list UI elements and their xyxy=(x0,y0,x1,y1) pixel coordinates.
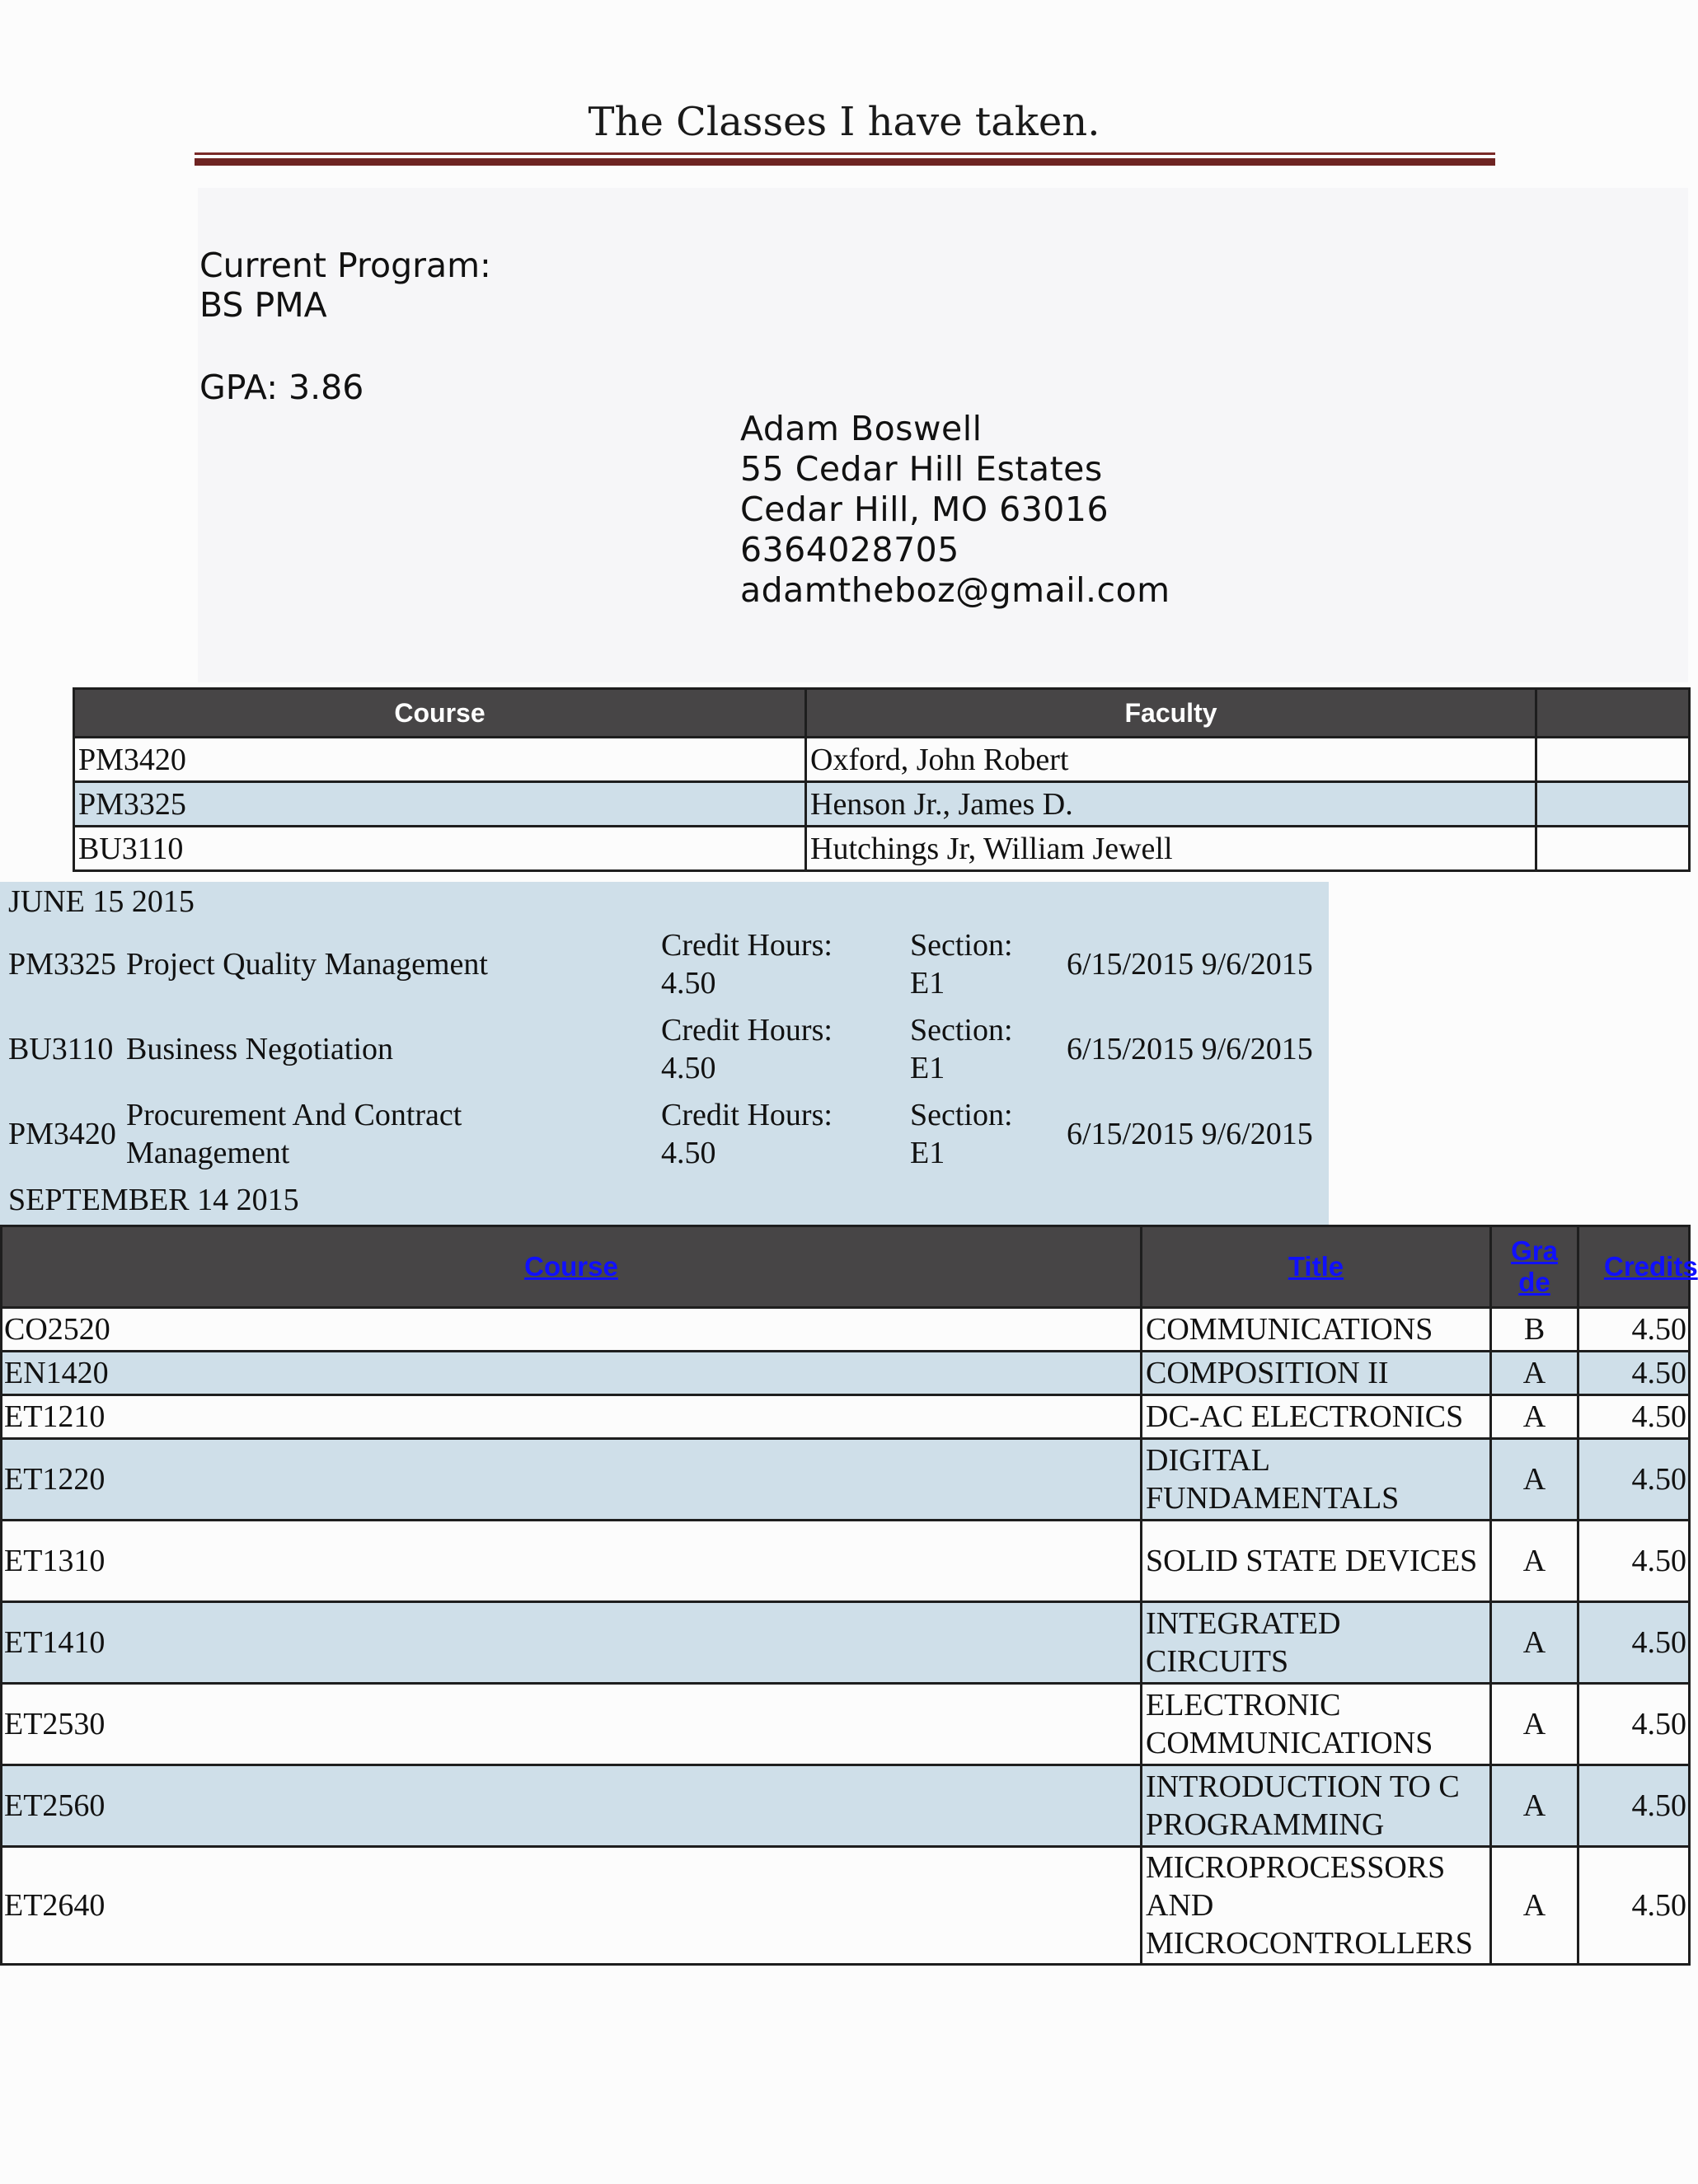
faculty-cell: Henson Jr., James D. xyxy=(806,782,1536,827)
table-row xyxy=(2,1308,1690,1352)
course-title-cell: ELECTRONIC COMMUNICATIONS xyxy=(1142,1684,1491,1765)
course-title-cell: SOLID STATE DEVICES xyxy=(1142,1521,1491,1602)
course-sort-link[interactable]: Course xyxy=(524,1251,618,1282)
schedule-row xyxy=(0,923,1329,1005)
course-title-cell: COMMUNICATIONS xyxy=(1142,1308,1491,1352)
extra-cell xyxy=(1536,782,1690,827)
schedule-dates: 6/15/2015 9/6/2015 xyxy=(1067,947,1313,982)
course-code-cell: ET2560 xyxy=(2,1765,1142,1847)
schedule-code: PM3325 xyxy=(8,947,116,982)
faculty-table xyxy=(73,687,1691,872)
table-row xyxy=(74,827,1690,871)
contact-phone: 6364028705 xyxy=(740,530,959,569)
contact-block xyxy=(740,409,1170,611)
schedule-name: Project Quality Management xyxy=(126,947,488,982)
course-cell: BU3110 xyxy=(74,827,806,871)
grade-cell: A xyxy=(1491,1352,1578,1395)
schedule-block xyxy=(0,882,1329,1225)
course-title-cell: COMPOSITION II xyxy=(1142,1352,1491,1395)
credits-sort-header[interactable] xyxy=(1578,1226,1698,1308)
credits-cell: 4.50 xyxy=(1578,1684,1690,1765)
col-extra-header xyxy=(1536,689,1690,738)
section-value: E1 xyxy=(910,1051,945,1085)
course-code-cell: ET2530 xyxy=(2,1684,1142,1765)
faculty-cell: Oxford, John Robert xyxy=(806,738,1536,782)
credit-hours xyxy=(661,1008,833,1090)
faculty-cell: Hutchings Jr, William Jewell xyxy=(806,827,1536,871)
credits-sort-link[interactable]: Credits xyxy=(1604,1251,1698,1282)
program-block xyxy=(199,246,491,325)
schedule-dates: 6/15/2015 9/6/2015 xyxy=(1067,1032,1313,1066)
section-value: E1 xyxy=(910,966,945,1001)
credits-cell: 4.50 xyxy=(1578,1765,1690,1847)
grade-sort-link[interactable]: Gra de xyxy=(1511,1235,1558,1297)
grade-cell: A xyxy=(1491,1395,1578,1439)
grade-cell: A xyxy=(1491,1847,1578,1965)
table-row xyxy=(2,1602,1690,1684)
contact-street: 55 Cedar Hill Estates xyxy=(740,449,1103,489)
credit-label: Credit Hours: xyxy=(661,928,833,963)
section-label: Section: xyxy=(910,1013,1013,1047)
program-label: Current Program: xyxy=(199,246,491,285)
col-faculty-header: Faculty xyxy=(806,689,1536,738)
grade-cell: A xyxy=(1491,1602,1578,1684)
course-title-cell: INTRODUCTION TO C PROGRAMMING xyxy=(1142,1765,1491,1847)
credits-cell: 4.50 xyxy=(1578,1602,1690,1684)
table-row xyxy=(2,1395,1690,1439)
section xyxy=(910,1093,1013,1175)
program-value: BS PMA xyxy=(199,285,327,325)
schedule-row xyxy=(0,1093,1329,1175)
title-sort-header[interactable] xyxy=(1142,1226,1491,1308)
contact-name: Adam Boswell xyxy=(740,409,983,448)
course-code-cell: EN1420 xyxy=(2,1352,1142,1395)
title-rule-thin xyxy=(195,152,1495,155)
table-row xyxy=(2,1352,1690,1395)
course-cell: PM3420 xyxy=(74,738,806,782)
table-row xyxy=(2,1439,1690,1521)
courses-table-header xyxy=(2,1226,1690,1308)
credits-cell: 4.50 xyxy=(1578,1521,1690,1602)
course-title-cell: MICROPROCESSORS AND MICROCONTROLLERS xyxy=(1142,1847,1491,1965)
gpa: GPA: 3.86 xyxy=(199,368,364,407)
extra-cell xyxy=(1536,827,1690,871)
table-row xyxy=(74,782,1690,827)
course-code-cell: ET1210 xyxy=(2,1395,1142,1439)
credits-cell: 4.50 xyxy=(1578,1847,1690,1965)
grade-cell: A xyxy=(1491,1521,1578,1602)
page-title: The Classes I have taken. xyxy=(588,99,1100,145)
course-title-cell: DC-AC ELECTRONICS xyxy=(1142,1395,1491,1439)
title-rule-thick xyxy=(195,158,1495,166)
section xyxy=(910,923,1013,1005)
schedule-name: Business Negotiation xyxy=(126,1032,394,1066)
section xyxy=(910,1008,1013,1090)
table-row xyxy=(2,1521,1690,1602)
table-row xyxy=(2,1684,1690,1765)
credits-cell: 4.50 xyxy=(1578,1395,1690,1439)
credits-cell: 4.50 xyxy=(1578,1352,1690,1395)
section-value: E1 xyxy=(910,1136,945,1170)
col-course-header: Course xyxy=(74,689,806,738)
table-row xyxy=(2,1765,1690,1847)
table-row xyxy=(74,738,1690,782)
credits-cell: 4.50 xyxy=(1578,1308,1690,1352)
schedule-code: PM3420 xyxy=(8,1117,116,1151)
schedule-name: Procurement And Contract Management xyxy=(126,1098,462,1170)
course-code-cell: ET2640 xyxy=(2,1847,1142,1965)
credit-value: 4.50 xyxy=(661,1136,716,1170)
credits-cell: 4.50 xyxy=(1578,1439,1690,1521)
credit-label: Credit Hours: xyxy=(661,1013,833,1047)
contact-city: Cedar Hill, MO 63016 xyxy=(740,490,1109,529)
credit-label: Credit Hours: xyxy=(661,1098,833,1132)
contact-email: adamtheboz@gmail.com xyxy=(740,570,1170,610)
grade-cell: A xyxy=(1491,1684,1578,1765)
course-code-cell: ET1310 xyxy=(2,1521,1142,1602)
grade-cell: A xyxy=(1491,1765,1578,1847)
credit-value: 4.50 xyxy=(661,966,716,1001)
schedule-dates: 6/15/2015 9/6/2015 xyxy=(1067,1117,1313,1151)
credit-hours xyxy=(661,923,833,1005)
credit-value: 4.50 xyxy=(661,1051,716,1085)
credit-hours xyxy=(661,1093,833,1175)
term-next: SEPTEMBER 14 2015 xyxy=(8,1183,299,1217)
grade-cell: B xyxy=(1491,1308,1578,1352)
grade-sort-header[interactable] xyxy=(1491,1226,1578,1308)
section-label: Section: xyxy=(910,928,1013,963)
extra-cell xyxy=(1536,738,1690,782)
course-code-cell: CO2520 xyxy=(2,1308,1142,1352)
schedule-row xyxy=(0,1008,1329,1090)
courses-table xyxy=(0,1225,1698,1966)
grade-cell: A xyxy=(1491,1439,1578,1521)
course-code-cell: ET1410 xyxy=(2,1602,1142,1684)
course-title-cell: DIGITAL FUNDAMENTALS xyxy=(1142,1439,1491,1521)
course-title-cell: INTEGRATED CIRCUITS xyxy=(1142,1602,1491,1684)
course-code-cell: ET1220 xyxy=(2,1439,1142,1521)
course-sort-header[interactable] xyxy=(2,1226,1142,1308)
term-start: JUNE 15 2015 xyxy=(8,884,195,919)
course-cell: PM3325 xyxy=(74,782,806,827)
schedule-code: BU3110 xyxy=(8,1032,114,1066)
table-row xyxy=(2,1847,1690,1965)
faculty-table-header xyxy=(74,689,1690,738)
section-label: Section: xyxy=(910,1098,1013,1132)
title-sort-link[interactable]: Title xyxy=(1288,1251,1344,1282)
